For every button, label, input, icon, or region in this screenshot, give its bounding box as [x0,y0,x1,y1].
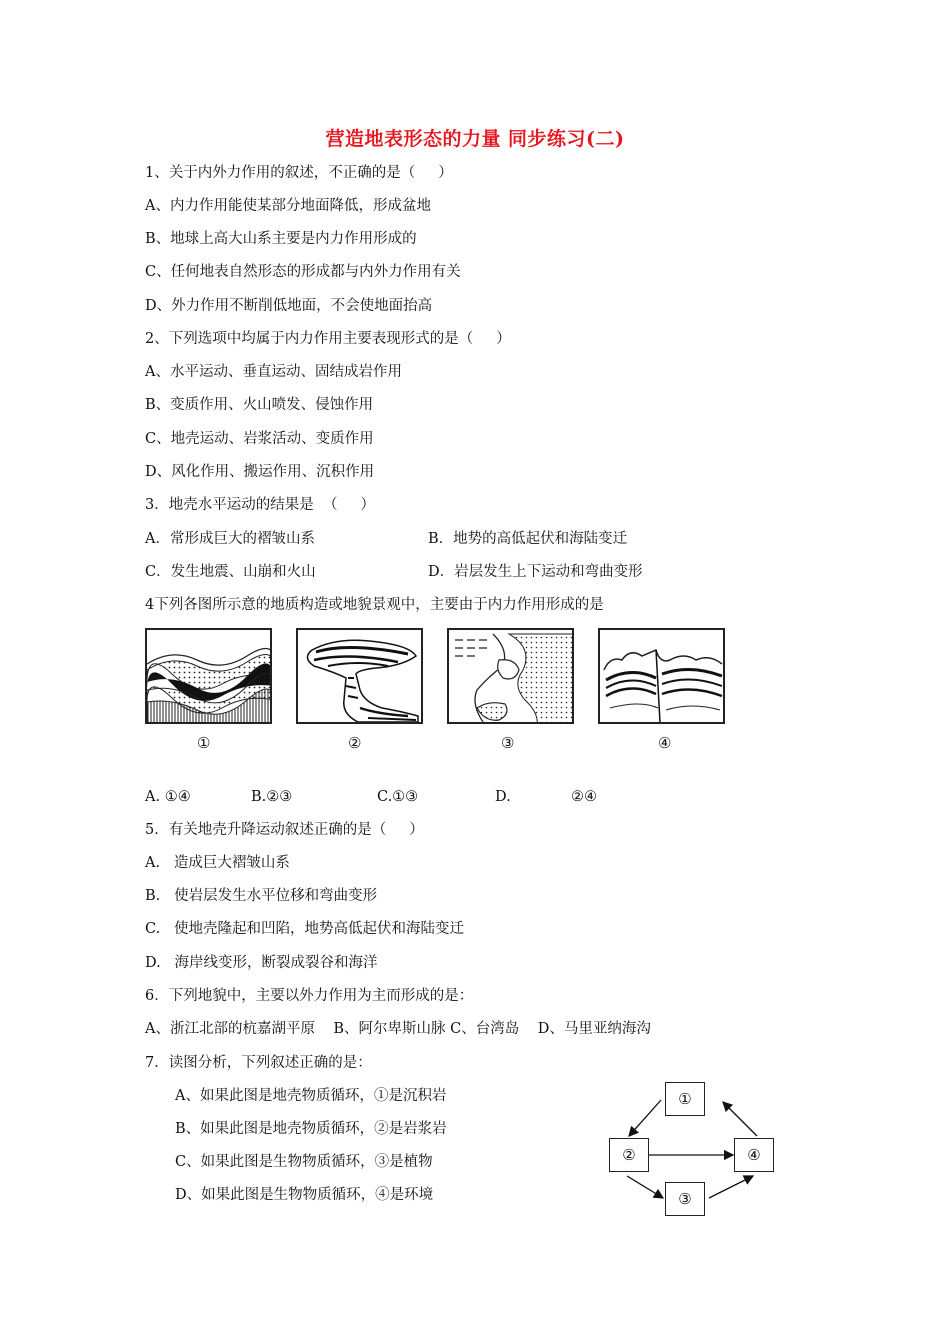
q7-option-c: C、如果此图是生物物质循环，③是植物 [175,1154,433,1170]
q4-option-d-value: ②④ [571,789,597,805]
q3-option-a: A．常形成巨大的褶皱山系 [145,531,315,547]
q5-option-a: A. 造成巨大褶皱山系 [145,855,290,871]
q3-option-c: C．发生地震、山崩和火山 [145,564,316,580]
q4-stem: 4下列各图所示意的地质构造或地貌景观中，主要由于内力作用形成的是 [145,597,604,613]
arrow-3-to-4 [709,1176,753,1198]
q4-option-c: C.①③ [377,789,419,805]
panel-label-1: ① [197,734,211,752]
fault-block-panel [598,628,725,724]
arrow-4-to-1 [723,1102,757,1136]
q6-stem: 6．下列地貌中，主要以外力作用为主而形成的是： [145,988,474,1004]
q7-option-d: D、如果此图是生物物质循环，④是环境 [175,1187,434,1203]
arrow-1-to-2 [629,1100,661,1136]
cycle-box-3: ③ [665,1182,705,1216]
q1-option-a: A、内力作用能使某部分地面降低，形成盆地 [145,198,431,214]
q1-stem: 1、关于内外力作用的叙述，不正确的是（ ） [145,165,453,181]
alluvial-landform-image [449,630,574,724]
panel-label-4: ④ [658,734,672,752]
panel-label-3: ③ [501,734,515,752]
folded-strata-panel [145,628,272,724]
q2-option-b: B、变质作用、火山喷发、侵蚀作用 [145,397,374,413]
q1-option-c: C、任何地表自然形态的形成都与内外力作用有关 [145,264,461,280]
q3-option-d: D．岩层发生上下运动和弯曲变形 [428,564,643,580]
q7-option-a: A、如果此图是地壳物质循环，①是沉积岩 [175,1088,447,1104]
q2-option-d: D、风化作用、搬运作用、沉积作用 [145,464,375,480]
arrow-2-to-3 [627,1176,663,1198]
q5-option-b: B. 使岩层发生水平位移和弯曲变形 [145,888,378,904]
mushroom-rock-panel [296,628,423,724]
q2-stem: 2、下列选项中均属于内力作用主要表现形式的是（ ） [145,331,511,347]
q5-option-c: C. 使地壳隆起和凹陷，地势高低起伏和海陆变迁 [145,921,465,937]
landform-figure-row [145,624,733,758]
page-title: 营造地表形态的力量 同步练习(二) [325,128,625,150]
cycle-box-1: ① [665,1082,705,1116]
q2-option-c: C、地壳运动、岩浆活动、变质作用 [145,431,374,447]
q5-stem: 5．有关地壳升降运动叙述正确的是（ ） [145,822,424,838]
q5-option-d: D. 海岸线变形，断裂成裂谷和海洋 [145,955,378,971]
panel-label-2: ② [348,734,362,752]
q2-option-a: A、水平运动、垂直运动、固结成岩作用 [145,364,402,380]
q7-stem: 7．读图分析，下列叙述正确的是： [145,1055,372,1071]
q4-option-d-letter: D. [495,789,511,805]
q4-option-b: B.②③ [251,789,293,805]
q4-option-a: A. ①④ [145,789,191,805]
folded-strata-image [147,630,272,724]
cycle-box-2: ② [609,1138,649,1172]
cycle-box-4: ④ [734,1138,774,1172]
q1-option-d: D、外力作用不断削低地面，不会使地面抬高 [145,298,433,314]
mushroom-rock-image [298,630,423,724]
q3-stem: 3．地壳水平运动的结果是 （ ） [145,497,375,513]
alluvial-landform-panel [447,628,574,724]
q1-option-b: B、地球上高大山系主要是内力作用形成的 [145,231,417,247]
q7-option-b: B、如果此图是地壳物质循环，②是岩浆岩 [175,1121,447,1137]
q3-option-b: B．地势的高低起伏和海陆变迁 [428,531,628,547]
material-cycle-diagram [605,1080,780,1220]
fault-block-image [600,630,725,724]
q6-options: A、浙江北部的杭嘉湖平原 B、阿尔卑斯山脉 C、台湾岛 D、马里亚纳海沟 [145,1021,651,1037]
